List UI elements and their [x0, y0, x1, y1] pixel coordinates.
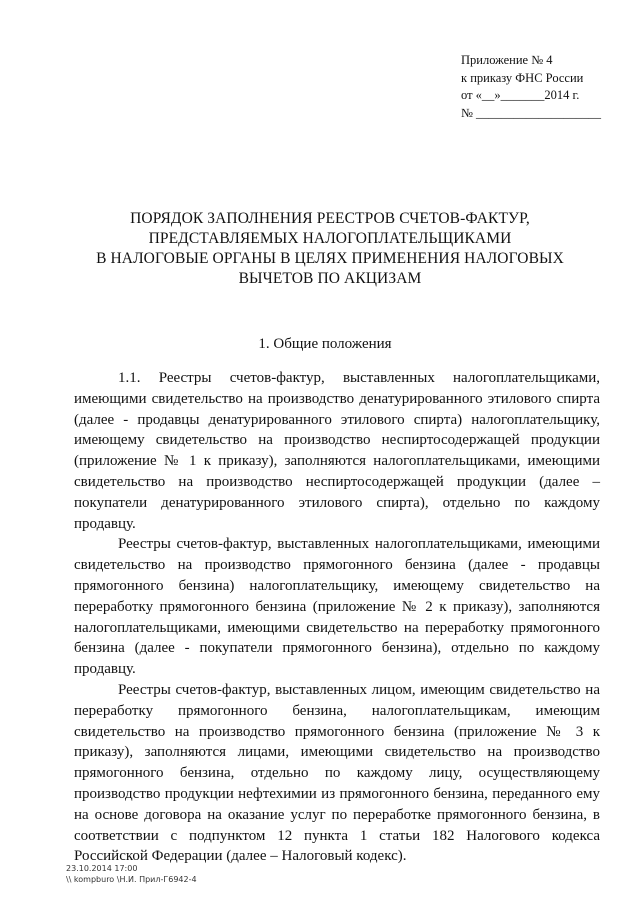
document-title — [80, 209, 580, 289]
title-line-4: ВЫЧЕТОВ ПО АКЦИЗАМ — [238, 270, 422, 287]
footer-timestamp: 23.10.2014 17:00 — [66, 864, 138, 873]
appendix-number: Приложение № 4 — [461, 53, 553, 67]
paragraph-2: Реестры счетов-фактур, выставленных налогоплательщиками, имеющими свидетельство на производство прямогонного бензина (далее - продавцы прямогонного бензина) налогоплательщику, имеющему свидетельство на переработку прямогонного бензина (приложение № 2 к приказу), заполняются налогоплательщиками, имеющими свидетельство на переработку прямогонного бензина (далее - покупатели прямогонного бензина), отдельно по каждому продавцу. — [74, 536, 600, 678]
appendix-reference — [461, 52, 601, 122]
document-body — [74, 368, 600, 867]
title-line-3: В НАЛОГОВЫЕ ОРГАНЫ В ЦЕЛЯХ ПРИМЕНЕНИЯ НАЛОГОВЫХ — [96, 250, 564, 267]
appendix-order: к приказу ФНС России — [461, 70, 584, 85]
appendix-date: от «__»_______2014 г. — [461, 88, 580, 102]
file-footer — [66, 863, 197, 885]
title-line-1: ПОРЯДОК ЗАПОЛНЕНИЯ РЕЕСТРОВ СЧЕТОВ-ФАКТУР, — [130, 210, 530, 227]
section-heading: 1. Общие положения — [258, 336, 392, 352]
paragraph-3: Реестры счетов-фактур, выставленных лицом, имеющим свидетельство на переработку прямогонного бензина, налогоплательщикам, имеющим свидетельство на производство прямогонного бензина (приложение № 3 к приказу), заполняются лицами, имеющими свидетельство на производство прямогонного бензина, отдельно по каждому лицу, осуществляющему производство продукции нефтехимии из прямогонного бензина, переданного ему на основе договора на оказание услуг по переработке прямогонного бензина, в соответствии с подпунктом 12 пункта 1 статьи 182 Налогового кодекса Российской Федерации (далее – Налоговый кодекс). — [74, 681, 600, 865]
title-line-2: ПРЕДСТАВЛЯЕМЫХ НАЛОГОПЛАТЕЛЬЩИКАМИ — [148, 230, 512, 247]
paragraph-1-1: 1.1. Реестры счетов-фактур, выставленных налогоплательщиками, имеющими свидетельство на производство денатурированного этилового спирта (далее - продавцы денатурированного этилового спирта) налогоплательщику, имеющему свидетельство на производство неспиртосодержащей продукции (приложение № 1 к приказу), заполняются налогоплательщиками, имеющими свидетельство на производство неспиртосодержащей продукции (далее – покупатели денатурированного этилового спирта), отдельно по каждому продавцу. — [74, 370, 600, 532]
appendix-order-number: № ____________________ — [461, 105, 602, 120]
footer-file-path: \\ kompburo \Н.И. Прил-Г6942-4 — [66, 875, 197, 884]
